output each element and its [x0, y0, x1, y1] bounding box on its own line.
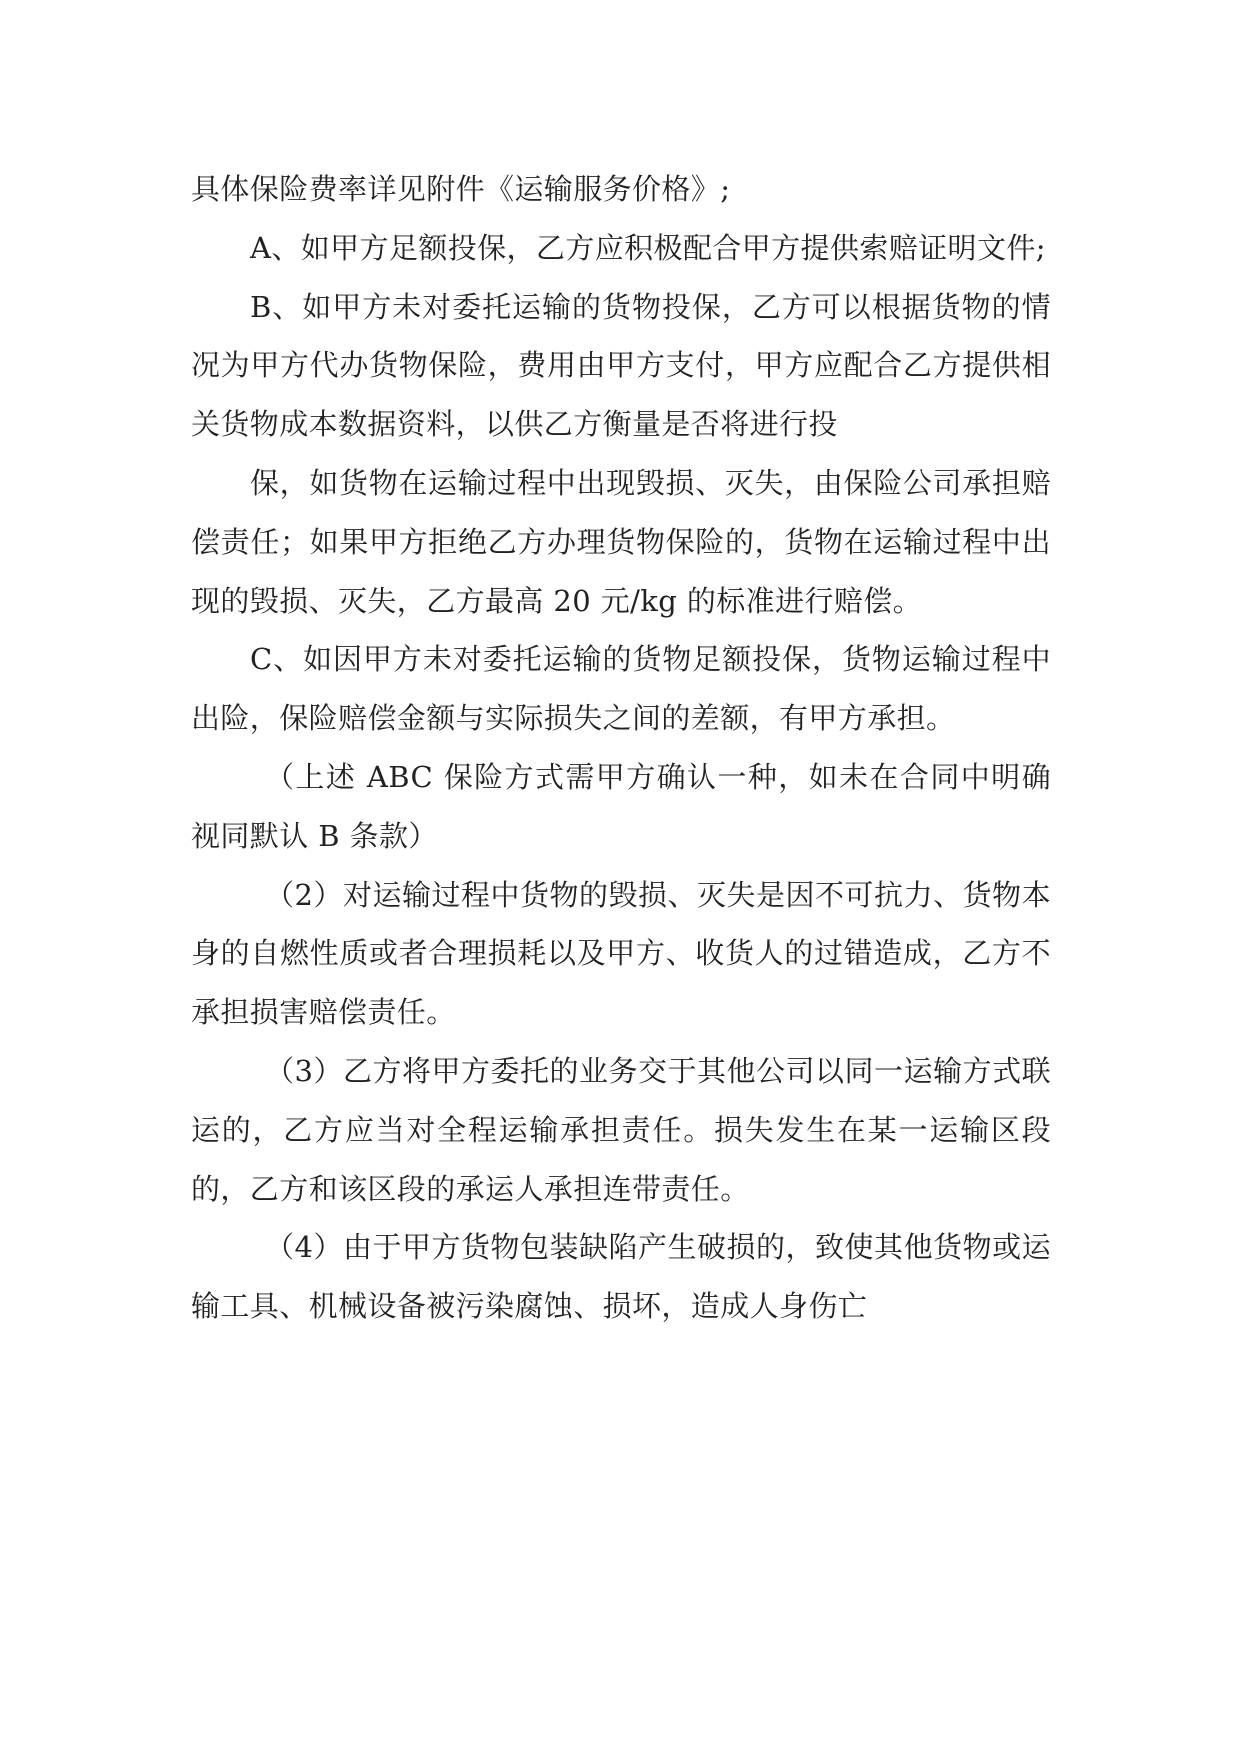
paragraph-option-b: B、如甲方未对委托运输的货物投保，乙方可以根据货物的情况为甲方代办货物保险，费用由甲方支付，甲方应配合乙方提供相关货物成本数据资料，以供乙方衡量是否将进行投	[191, 289, 1051, 442]
paragraph-insurance-rate: 具体保险费率详见附件《运输服务价格》;	[191, 172, 731, 206]
paragraph-abc-note: （上述 ABC 保险方式需甲方确认一种，如未在合同中明确视同默认 B 条款）	[191, 759, 1051, 853]
paragraph-option-a: A、如甲方足额投保，乙方应积极配合甲方提供索赔证明文件;	[250, 230, 1046, 265]
document-body	[191, 160, 1051, 1336]
paragraph-option-c: C、如因甲方未对委托运输的货物足额投保，货物运输过程中出险，保险赔偿金额与实际损失之间的差额，有甲方承担。	[191, 642, 1051, 736]
paragraph-clause-2: （2）对运输过程中货物的毁损、灭失是因不可抗力、货物本身的自燃性质或者合理损耗以及甲方、收货人的过错造成，乙方不承担损害赔偿责任。	[191, 877, 1051, 1030]
paragraph-clause-3: （3）乙方将甲方委托的业务交于其他公司以同一运输方式联运的，乙方应当对全程运输承担责任。损失发生在某一运输区段的，乙方和该区段的承运人承担连带责任。	[191, 1053, 1051, 1206]
paragraph-clause-4: （4）由于甲方货物包装缺陷产生破损的，致使其他货物或运输工具、机械设备被污染腐蚀、损坏，造成人身伤亡	[191, 1230, 1051, 1324]
paragraph-option-b-continued: 保，如货物在运输过程中出现毁损、灭失，由保险公司承担赔偿责任；如果甲方拒绝乙方办理货物保险的，货物在运输过程中出现的毁损、灭失，乙方最高 20 元/kg 的标准进行赔偿。	[191, 465, 1051, 618]
